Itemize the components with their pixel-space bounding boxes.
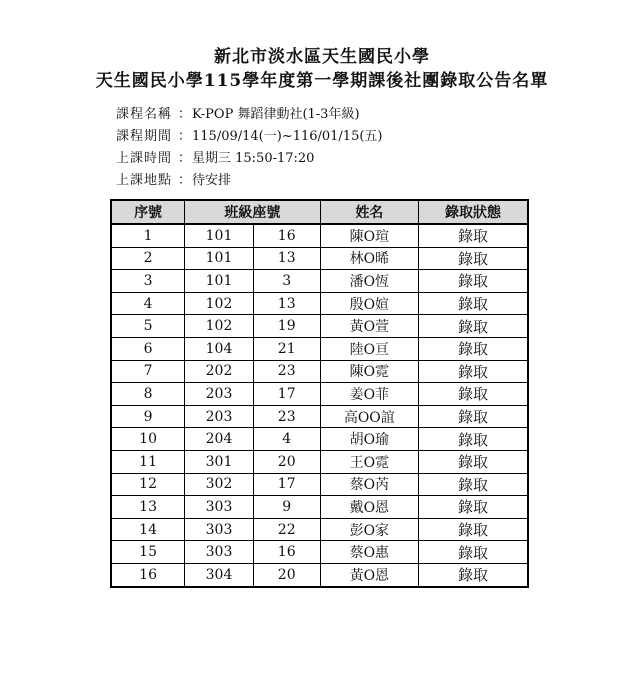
cell-seq: 13 [111, 496, 185, 519]
cell-name: 黃O萱 [320, 315, 419, 338]
info-label: 課程期間 [116, 129, 173, 144]
table-row [111, 563, 528, 586]
cell-name: 胡O瑜 [320, 428, 419, 451]
cell-name: 陸O亘 [320, 337, 419, 360]
info-label: 上課時間 [116, 151, 173, 166]
cell-status: 錄取 [419, 428, 528, 451]
cell-class: 302 [185, 473, 254, 496]
cell-seq: 5 [111, 315, 185, 338]
table-header-row [111, 200, 528, 224]
cell-status: 錄取 [419, 383, 528, 406]
cell-status: 錄取 [419, 247, 528, 270]
table-row [111, 247, 528, 270]
info-value-course-name: K-POP 舞蹈律動社(1-3年級) [192, 107, 360, 122]
cell-name: 陳O瑄 [320, 224, 419, 247]
cell-class: 303 [185, 541, 254, 564]
cell-status: 錄取 [419, 292, 528, 315]
table-row [111, 450, 528, 473]
cell-class: 304 [185, 563, 254, 586]
header-class-seat: 班級座號 [185, 200, 320, 224]
table-row [111, 383, 528, 406]
cell-seat: 13 [253, 292, 320, 315]
notice-title: 天生國民小學115學年度第一學期課後社團錄取公告名單 [95, 71, 549, 91]
cell-seat: 13 [253, 247, 320, 270]
info-value-class-time: 星期三 15:50-17:20 [192, 151, 315, 166]
school-title: 新北市淡水區天生國民小學 [214, 47, 430, 67]
cell-status: 錄取 [419, 405, 528, 428]
table-row [111, 270, 528, 293]
cell-class: 202 [185, 360, 254, 383]
table-row [111, 292, 528, 315]
cell-status: 錄取 [419, 473, 528, 496]
cell-class: 101 [185, 247, 254, 270]
cell-seat: 17 [253, 383, 320, 406]
cell-seq: 14 [111, 518, 185, 541]
cell-seq: 11 [111, 450, 185, 473]
cell-status: 錄取 [419, 315, 528, 338]
cell-name: 林O晞 [320, 247, 419, 270]
table-row [111, 496, 528, 519]
cell-class: 101 [185, 270, 254, 293]
cell-class: 203 [185, 405, 254, 428]
cell-status: 錄取 [419, 518, 528, 541]
cell-seat: 20 [253, 563, 320, 586]
table-row [111, 473, 528, 496]
cell-class: 102 [185, 315, 254, 338]
info-row-class-time [116, 148, 383, 170]
cell-seat: 23 [253, 405, 320, 428]
cell-name: 陳O霓 [320, 360, 419, 383]
table-row [111, 315, 528, 338]
cell-seat: 23 [253, 360, 320, 383]
cell-class: 301 [185, 450, 254, 473]
cell-class: 101 [185, 224, 254, 247]
info-colon: ： [178, 173, 192, 188]
info-row-course-period [116, 126, 383, 148]
info-value-course-period: 115/09/14(一)~116/01/15(五) [192, 129, 383, 144]
cell-class: 102 [185, 292, 254, 315]
cell-status: 錄取 [419, 450, 528, 473]
cell-seat: 4 [253, 428, 320, 451]
header-seq: 序號 [111, 200, 185, 224]
table-row [111, 224, 528, 247]
cell-name: 高OO誼 [320, 405, 419, 428]
header-status: 錄取狀態 [419, 200, 528, 224]
cell-name: 彭O家 [320, 518, 419, 541]
cell-class: 204 [185, 428, 254, 451]
cell-name: 蔡O惠 [320, 541, 419, 564]
admission-table [110, 199, 529, 588]
cell-class: 303 [185, 518, 254, 541]
cell-seat: 3 [253, 270, 320, 293]
cell-seq: 10 [111, 428, 185, 451]
info-colon: ： [178, 151, 192, 166]
cell-seq: 6 [111, 337, 185, 360]
course-info [116, 104, 383, 192]
cell-class: 104 [185, 337, 254, 360]
cell-seq: 16 [111, 563, 185, 586]
cell-status: 錄取 [419, 360, 528, 383]
cell-seq: 2 [111, 247, 185, 270]
cell-seat: 17 [253, 473, 320, 496]
cell-seq: 7 [111, 360, 185, 383]
cell-status: 錄取 [419, 563, 528, 586]
cell-name: 殷O媗 [320, 292, 419, 315]
info-row-location [116, 170, 383, 192]
cell-name: 戴O恩 [320, 496, 419, 519]
cell-seat: 9 [253, 496, 320, 519]
cell-status: 錄取 [419, 270, 528, 293]
cell-status: 錄取 [419, 496, 528, 519]
cell-seat: 16 [253, 224, 320, 247]
info-label: 上課地點 [116, 173, 173, 188]
cell-status: 錄取 [419, 337, 528, 360]
cell-seat: 21 [253, 337, 320, 360]
cell-seq: 4 [111, 292, 185, 315]
cell-seq: 1 [111, 224, 185, 247]
info-value-location: 待安排 [192, 173, 232, 188]
cell-status: 錄取 [419, 541, 528, 564]
cell-name: 潘O恆 [320, 270, 419, 293]
table-row [111, 360, 528, 383]
table-row [111, 518, 528, 541]
cell-class: 203 [185, 383, 254, 406]
cell-seq: 3 [111, 270, 185, 293]
cell-name: 黃O恩 [320, 563, 419, 586]
info-row-course-name [116, 104, 383, 126]
cell-name: 王O霓 [320, 450, 419, 473]
table-row [111, 541, 528, 564]
info-label: 課程名稱 [116, 107, 173, 122]
table-row [111, 405, 528, 428]
cell-name: 姜O菲 [320, 383, 419, 406]
table-row [111, 428, 528, 451]
cell-seat: 16 [253, 541, 320, 564]
cell-seat: 19 [253, 315, 320, 338]
cell-status: 錄取 [419, 224, 528, 247]
cell-seq: 8 [111, 383, 185, 406]
cell-seat: 20 [253, 450, 320, 473]
cell-seq: 12 [111, 473, 185, 496]
table-body [111, 224, 528, 587]
cell-class: 303 [185, 496, 254, 519]
info-colon: ： [178, 107, 192, 122]
cell-seat: 22 [253, 518, 320, 541]
info-colon: ： [178, 129, 192, 144]
cell-name: 蔡O芮 [320, 473, 419, 496]
table-row [111, 337, 528, 360]
header-name: 姓名 [320, 200, 419, 224]
cell-seq: 9 [111, 405, 185, 428]
cell-seq: 15 [111, 541, 185, 564]
